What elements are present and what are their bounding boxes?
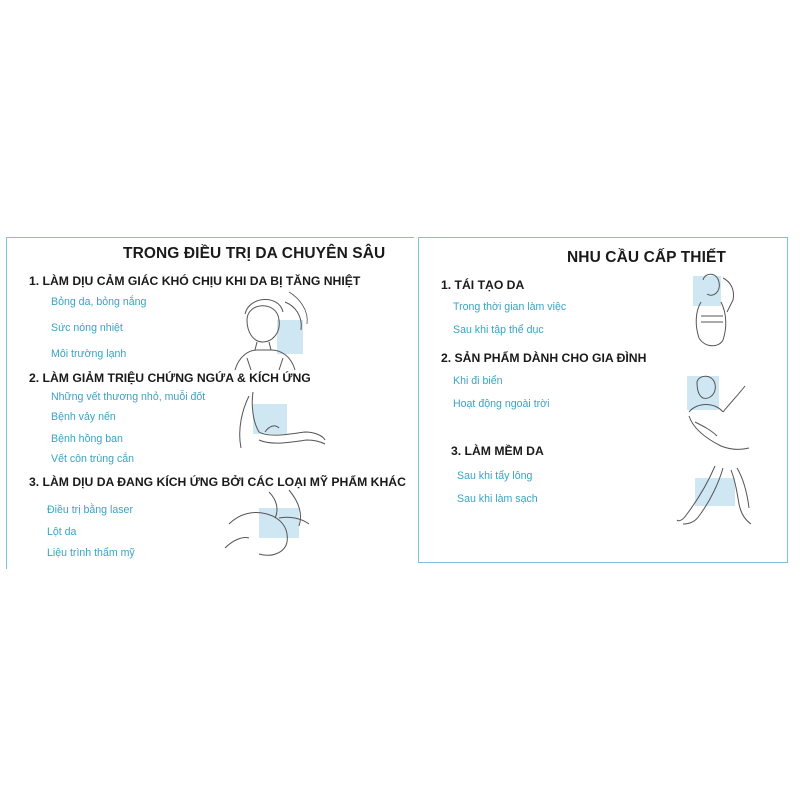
left-panel xyxy=(6,237,414,569)
woman-outdoors-illustration xyxy=(681,372,751,452)
right-panel xyxy=(418,237,788,563)
arm-illustration xyxy=(229,388,329,460)
left-section-1-item: Bỏng da, bỏng nắng xyxy=(51,296,147,308)
left-section-1-item: Sức nóng nhiệt xyxy=(51,322,123,334)
left-section-1-heading: 1. LÀM DỊU CẢM GIÁC KHÓ CHỊU KHI DA BỊ TĂNG NHIỆT xyxy=(29,274,361,288)
woman-portrait-illustration xyxy=(229,290,311,370)
left-section-2-item: Bệnh vảy nến xyxy=(51,411,116,423)
left-section-3-item: Lột da xyxy=(47,526,77,538)
left-section-3-item: Liệu trình thẩm mỹ xyxy=(47,547,135,559)
right-panel-title: NHU CẦU CẤP THIẾT xyxy=(567,249,727,266)
right-section-2-heading: 2. SẢN PHẨM DÀNH CHO GIA ĐÌNH xyxy=(441,351,647,365)
right-section-3-heading: 3. LÀM MỀM DA xyxy=(451,444,544,458)
left-panel-title: TRONG ĐIỀU TRỊ DA CHUYÊN SÂU xyxy=(123,245,386,262)
legs-illustration xyxy=(675,464,755,528)
woman-torso-illustration xyxy=(683,272,743,358)
left-section-3-item: Điều trị bằng laser xyxy=(47,504,133,516)
left-section-1-item: Môi trường lạnh xyxy=(51,348,127,360)
right-section-1-item: Sau khi tập thể dục xyxy=(453,324,544,336)
left-section-3-heading: 3. LÀM DỊU DA ĐANG KÍCH ỨNG BỞI CÁC LOẠI MỸ PHẨM KHÁC xyxy=(29,475,406,489)
right-section-3-item: Sau khi tẩy lông xyxy=(457,470,533,482)
face-massage-illustration xyxy=(219,488,315,568)
right-section-1-item: Trong thời gian làm việc xyxy=(453,301,567,313)
right-section-1-heading: 1. TÁI TẠO DA xyxy=(441,278,525,292)
left-section-2-item: Bệnh hồng ban xyxy=(51,433,123,445)
left-section-2-item: Vết côn trùng cắn xyxy=(51,453,135,465)
right-section-3-item: Sau khi làm sạch xyxy=(457,493,538,505)
left-section-2-item: Những vết thương nhỏ, muỗi đốt xyxy=(51,391,206,403)
left-section-2-heading: 2. LÀM GIẢM TRIỆU CHỨNG NGỨA & KÍCH ỨNG xyxy=(29,371,311,385)
right-section-2-item: Khi đi biển xyxy=(453,375,503,387)
right-section-2-item: Hoạt động ngoài trời xyxy=(453,398,550,410)
